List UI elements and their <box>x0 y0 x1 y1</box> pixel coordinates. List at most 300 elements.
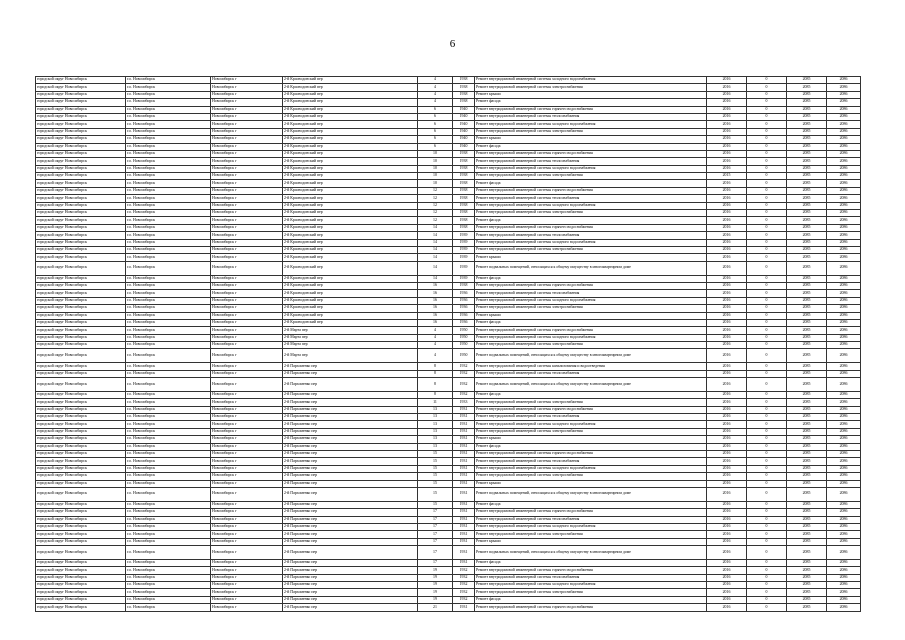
period-end-cell: 2086 <box>827 106 861 113</box>
street-cell: 2-й Пархоменко пер <box>283 465 418 472</box>
period-end-cell: 2086 <box>827 121 861 128</box>
build-year-cell: 1932 <box>453 370 475 377</box>
locality-cell: Новосибирск г <box>211 546 283 560</box>
year-cell: 2016 <box>707 406 747 413</box>
work-type-cell: Ремонт фасада <box>475 391 707 398</box>
amount-cell: 0 <box>747 121 787 128</box>
amount-cell: 0 <box>747 91 787 98</box>
district-cell: г.о. Новосибирск <box>126 509 211 516</box>
district-cell: г.о. Новосибирск <box>126 290 211 297</box>
municipality-cell: городской округ Новосибирск <box>36 582 126 589</box>
amount-cell: 0 <box>747 113 787 120</box>
house-number-cell: 8 <box>418 370 453 377</box>
house-number-cell: 4 <box>418 91 453 98</box>
build-year-cell: 1939 <box>453 246 475 253</box>
table-row <box>36 217 861 224</box>
build-year-cell: 1938 <box>453 158 475 165</box>
period-end-cell: 2086 <box>827 406 861 413</box>
locality-cell: Новосибирск г <box>211 391 283 398</box>
year-cell: 2016 <box>707 282 747 289</box>
amount-cell: 0 <box>747 406 787 413</box>
period-end-cell: 2086 <box>827 378 861 392</box>
period-start-cell: 2085 <box>787 370 827 377</box>
locality-cell: Новосибирск г <box>211 150 283 157</box>
table-row <box>36 406 861 413</box>
amount-cell: 0 <box>747 297 787 304</box>
repair-schedule-table <box>35 76 861 612</box>
street-cell: 2-й Краснодонский пер <box>283 128 418 135</box>
build-year-cell: 1931 <box>453 546 475 560</box>
district-cell: г.о. Новосибирск <box>126 582 211 589</box>
year-cell: 2016 <box>707 187 747 194</box>
locality-cell: Новосибирск г <box>211 202 283 209</box>
period-start-cell: 2085 <box>787 567 827 574</box>
house-number-cell: 14 <box>418 239 453 246</box>
build-year-cell: 1938 <box>453 84 475 91</box>
district-cell: г.о. Новосибирск <box>126 106 211 113</box>
locality-cell: Новосибирск г <box>211 473 283 480</box>
period-end-cell: 2086 <box>827 275 861 282</box>
period-start-cell: 2085 <box>787 428 827 435</box>
period-end-cell: 2086 <box>827 604 861 611</box>
amount-cell: 0 <box>747 596 787 603</box>
year-cell: 2016 <box>707 99 747 106</box>
table-row <box>36 465 861 472</box>
amount-cell: 0 <box>747 239 787 246</box>
amount-cell: 0 <box>747 458 787 465</box>
table-row <box>36 180 861 187</box>
municipality-cell: городской округ Новосибирск <box>36 546 126 560</box>
amount-cell: 0 <box>747 509 787 516</box>
period-end-cell: 2086 <box>827 574 861 581</box>
street-cell: 2-й Краснодонский пер <box>283 312 418 319</box>
table-row <box>36 589 861 596</box>
house-number-cell: 16 <box>418 319 453 326</box>
period-end-cell: 2086 <box>827 538 861 545</box>
amount-cell: 0 <box>747 143 787 150</box>
street-cell: 2-й Пархоменко пер <box>283 480 418 487</box>
district-cell: г.о. Новосибирск <box>126 180 211 187</box>
house-number-cell: 14 <box>418 246 453 253</box>
municipality-cell: городской округ Новосибирск <box>36 128 126 135</box>
locality-cell: Новосибирск г <box>211 363 283 370</box>
district-cell: г.о. Новосибирск <box>126 232 211 239</box>
build-year-cell: 1931 <box>453 473 475 480</box>
year-cell: 2016 <box>707 465 747 472</box>
period-start-cell: 2085 <box>787 113 827 120</box>
period-end-cell: 2086 <box>827 261 861 275</box>
district-cell: г.о. Новосибирск <box>126 136 211 143</box>
street-cell: 2-й Пархоменко пер <box>283 428 418 435</box>
locality-cell: Новосибирск г <box>211 312 283 319</box>
period-end-cell: 2086 <box>827 239 861 246</box>
amount-cell: 0 <box>747 582 787 589</box>
district-cell: г.о. Новосибирск <box>126 150 211 157</box>
amount-cell: 0 <box>747 487 787 501</box>
table-row <box>36 210 861 217</box>
table-row <box>36 150 861 157</box>
district-cell: г.о. Новосибирск <box>126 546 211 560</box>
period-start-cell: 2085 <box>787 516 827 523</box>
house-number-cell: 10 <box>418 180 453 187</box>
municipality-cell: городской округ Новосибирск <box>36 363 126 370</box>
municipality-cell: городской округ Новосибирск <box>36 210 126 217</box>
locality-cell: Новосибирск г <box>211 173 283 180</box>
work-type-cell: Ремонт внутридомовой инженерной системы горячего водоснабжения <box>475 106 707 113</box>
period-start-cell: 2085 <box>787 538 827 545</box>
table-row <box>36 327 861 334</box>
amount-cell: 0 <box>747 158 787 165</box>
municipality-cell: городской округ Новосибирск <box>36 516 126 523</box>
period-end-cell: 2086 <box>827 195 861 202</box>
locality-cell: Новосибирск г <box>211 232 283 239</box>
locality-cell: Новосибирск г <box>211 334 283 341</box>
street-cell: 2-й Краснодонский пер <box>283 275 418 282</box>
street-cell: 2-й Пархоменко пер <box>283 436 418 443</box>
street-cell: 2-й Краснодонский пер <box>283 77 418 84</box>
street-cell: 2-й Краснодонский пер <box>283 319 418 326</box>
house-number-cell: 4 <box>418 334 453 341</box>
period-end-cell: 2086 <box>827 282 861 289</box>
municipality-cell: городской округ Новосибирск <box>36 232 126 239</box>
work-type-cell: Ремонт внутридомовой инженерной системы холодного водоснабжения <box>475 297 707 304</box>
locality-cell: Новосибирск г <box>211 458 283 465</box>
house-number-cell: 6 <box>418 113 453 120</box>
work-type-cell: Ремонт фасада <box>475 99 707 106</box>
work-type-cell: Ремонт внутридомовой инженерной системы холодного водоснабжения <box>475 465 707 472</box>
street-cell: 2-й Пархоменко пер <box>283 523 418 530</box>
period-start-cell: 2085 <box>787 290 827 297</box>
table-row <box>36 312 861 319</box>
locality-cell: Новосибирск г <box>211 136 283 143</box>
work-type-cell: Ремонт внутридомовой инженерной системы холодного водоснабжения <box>475 239 707 246</box>
house-number-cell: 15 <box>418 487 453 501</box>
amount-cell: 0 <box>747 106 787 113</box>
period-start-cell: 2085 <box>787 217 827 224</box>
period-end-cell: 2086 <box>827 487 861 501</box>
work-type-cell: Ремонт крыши <box>475 538 707 545</box>
table-row <box>36 531 861 538</box>
table-row <box>36 275 861 282</box>
table-row <box>36 559 861 566</box>
period-end-cell: 2086 <box>827 202 861 209</box>
period-end-cell: 2086 <box>827 113 861 120</box>
work-type-cell: Ремонт внутридомовой инженерной системы электроснабжения <box>475 84 707 91</box>
year-cell: 2016 <box>707 414 747 421</box>
period-end-cell: 2086 <box>827 232 861 239</box>
year-cell: 2016 <box>707 305 747 312</box>
district-cell: г.о. Новосибирск <box>126 128 211 135</box>
period-end-cell: 2086 <box>827 399 861 406</box>
locality-cell: Новосибирск г <box>211 559 283 566</box>
municipality-cell: городской округ Новосибирск <box>36 559 126 566</box>
period-end-cell: 2086 <box>827 501 861 508</box>
amount-cell: 0 <box>747 349 787 363</box>
period-start-cell: 2085 <box>787 77 827 84</box>
period-start-cell: 2085 <box>787 195 827 202</box>
locality-cell: Новосибирск г <box>211 239 283 246</box>
work-type-cell: Ремонт внутридомовой инженерной системы электроснабжения <box>475 531 707 538</box>
locality-cell: Новосибирск г <box>211 217 283 224</box>
build-year-cell: 1938 <box>453 165 475 172</box>
work-type-cell: Ремонт внутридомовой инженерной системы холодного водоснабжения <box>475 334 707 341</box>
municipality-cell: городской округ Новосибирск <box>36 574 126 581</box>
table-row <box>36 91 861 98</box>
street-cell: 2-й Пархоменко пер <box>283 538 418 545</box>
year-cell: 2016 <box>707 574 747 581</box>
municipality-cell: городской округ Новосибирск <box>36 136 126 143</box>
house-number-cell: 4 <box>418 84 453 91</box>
district-cell: г.о. Новосибирск <box>126 378 211 392</box>
district-cell: г.о. Новосибирск <box>126 113 211 120</box>
period-end-cell: 2086 <box>827 516 861 523</box>
amount-cell: 0 <box>747 77 787 84</box>
period-start-cell: 2085 <box>787 363 827 370</box>
municipality-cell: городской округ Новосибирск <box>36 121 126 128</box>
period-end-cell: 2086 <box>827 327 861 334</box>
table-row <box>36 399 861 406</box>
period-end-cell: 2086 <box>827 443 861 450</box>
work-type-cell: Ремонт внутридомовой инженерной системы теплоснабжения <box>475 516 707 523</box>
district-cell: г.о. Новосибирск <box>126 158 211 165</box>
period-end-cell: 2086 <box>827 334 861 341</box>
work-type-cell: Ремонт внутридомовой инженерной системы теплоснабжения <box>475 232 707 239</box>
street-cell: 2-й Краснодонский пер <box>283 187 418 194</box>
table-row <box>36 582 861 589</box>
district-cell: г.о. Новосибирск <box>126 436 211 443</box>
table-row <box>36 165 861 172</box>
period-start-cell: 2085 <box>787 480 827 487</box>
year-cell: 2016 <box>707 165 747 172</box>
table-row <box>36 458 861 465</box>
house-number-cell: 17 <box>418 531 453 538</box>
build-year-cell: 1938 <box>453 195 475 202</box>
district-cell: г.о. Новосибирск <box>126 487 211 501</box>
period-end-cell: 2086 <box>827 582 861 589</box>
house-number-cell: 19 <box>418 589 453 596</box>
locality-cell: Новосибирск г <box>211 128 283 135</box>
house-number-cell: 6 <box>418 128 453 135</box>
amount-cell: 0 <box>747 480 787 487</box>
district-cell: г.о. Новосибирск <box>126 501 211 508</box>
locality-cell: Новосибирск г <box>211 436 283 443</box>
period-start-cell: 2085 <box>787 334 827 341</box>
build-year-cell: 1940 <box>453 113 475 120</box>
street-cell: 2-й Краснодонский пер <box>283 173 418 180</box>
locality-cell: Новосибирск г <box>211 421 283 428</box>
work-type-cell: Ремонт внутридомовой инженерной системы теплоснабжения <box>475 414 707 421</box>
period-start-cell: 2085 <box>787 378 827 392</box>
build-year-cell: 1938 <box>453 187 475 194</box>
house-number-cell: 12 <box>418 210 453 217</box>
period-start-cell: 2085 <box>787 391 827 398</box>
locality-cell: Новосибирск г <box>211 195 283 202</box>
house-number-cell: 4 <box>418 342 453 349</box>
build-year-cell: 1950 <box>453 334 475 341</box>
municipality-cell: городской округ Новосибирск <box>36 202 126 209</box>
street-cell: 2-й Пархоменко пер <box>283 574 418 581</box>
build-year-cell: 1932 <box>453 567 475 574</box>
build-year-cell: 1939 <box>453 232 475 239</box>
year-cell: 2016 <box>707 516 747 523</box>
district-cell: г.о. Новосибирск <box>126 246 211 253</box>
district-cell: г.о. Новосибирск <box>126 604 211 611</box>
district-cell: г.о. Новосибирск <box>126 224 211 231</box>
municipality-cell: городской округ Новосибирск <box>36 224 126 231</box>
period-start-cell: 2085 <box>787 436 827 443</box>
work-type-cell: Ремонт внутридомовой инженерной системы холодного водоснабжения <box>475 77 707 84</box>
build-year-cell: 1931 <box>453 604 475 611</box>
work-type-cell: Ремонт внутридомовой инженерной системы горячего водоснабжения <box>475 450 707 457</box>
amount-cell: 0 <box>747 465 787 472</box>
year-cell: 2016 <box>707 210 747 217</box>
district-cell: г.о. Новосибирск <box>126 195 211 202</box>
period-start-cell: 2085 <box>787 312 827 319</box>
period-start-cell: 2085 <box>787 150 827 157</box>
year-cell: 2016 <box>707 596 747 603</box>
build-year-cell: 1931 <box>453 501 475 508</box>
period-start-cell: 2085 <box>787 531 827 538</box>
district-cell: г.о. Новосибирск <box>126 363 211 370</box>
work-type-cell: Ремонт внутридомовой инженерной системы электроснабжения <box>475 399 707 406</box>
street-cell: 2-й Пархоменко пер <box>283 559 418 566</box>
amount-cell: 0 <box>747 202 787 209</box>
street-cell: 2-й Краснодонский пер <box>283 195 418 202</box>
district-cell: г.о. Новосибирск <box>126 428 211 435</box>
amount-cell: 0 <box>747 443 787 450</box>
period-start-cell: 2085 <box>787 465 827 472</box>
amount-cell: 0 <box>747 391 787 398</box>
period-end-cell: 2086 <box>827 480 861 487</box>
period-end-cell: 2086 <box>827 173 861 180</box>
table-row <box>36 232 861 239</box>
year-cell: 2016 <box>707 246 747 253</box>
house-number-cell: 8 <box>418 391 453 398</box>
period-end-cell: 2086 <box>827 312 861 319</box>
municipality-cell: городской округ Новосибирск <box>36 99 126 106</box>
street-cell: 2-й Пархоменко пер <box>283 363 418 370</box>
year-cell: 2016 <box>707 480 747 487</box>
build-year-cell: 1932 <box>453 596 475 603</box>
district-cell: г.о. Новосибирск <box>126 421 211 428</box>
work-type-cell: Ремонт подвальных помещений, относящихся к общему имуществу в многоквартирном доме <box>475 378 707 392</box>
street-cell: 2-й Краснодонский пер <box>283 99 418 106</box>
house-number-cell: 17 <box>418 546 453 560</box>
year-cell: 2016 <box>707 106 747 113</box>
district-cell: г.о. Новосибирск <box>126 342 211 349</box>
table-row <box>36 99 861 106</box>
build-year-cell: 1938 <box>453 91 475 98</box>
build-year-cell: 1936 <box>453 312 475 319</box>
work-type-cell: Ремонт внутридомовой инженерной системы теплоснабжения <box>475 574 707 581</box>
house-number-cell: 6 <box>418 106 453 113</box>
work-type-cell: Ремонт крыши <box>475 254 707 261</box>
street-cell: 2-й Краснодонский пер <box>283 232 418 239</box>
municipality-cell: городской округ Новосибирск <box>36 480 126 487</box>
year-cell: 2016 <box>707 428 747 435</box>
year-cell: 2016 <box>707 334 747 341</box>
municipality-cell: городской округ Новосибирск <box>36 84 126 91</box>
street-cell: 2-й Краснодонский пер <box>283 158 418 165</box>
locality-cell: Новосибирск г <box>211 261 283 275</box>
district-cell: г.о. Новосибирск <box>126 173 211 180</box>
house-number-cell: 13 <box>418 421 453 428</box>
municipality-cell: городской округ Новосибирск <box>36 173 126 180</box>
house-number-cell: 12 <box>418 202 453 209</box>
year-cell: 2016 <box>707 327 747 334</box>
house-number-cell: 12 <box>418 217 453 224</box>
district-cell: г.о. Новосибирск <box>126 523 211 530</box>
period-start-cell: 2085 <box>787 224 827 231</box>
period-start-cell: 2085 <box>787 84 827 91</box>
period-start-cell: 2085 <box>787 596 827 603</box>
house-number-cell: 14 <box>418 261 453 275</box>
district-cell: г.о. Новосибирск <box>126 567 211 574</box>
district-cell: г.о. Новосибирск <box>126 254 211 261</box>
period-start-cell: 2085 <box>787 261 827 275</box>
table-row <box>36 261 861 275</box>
amount-cell: 0 <box>747 538 787 545</box>
amount-cell: 0 <box>747 567 787 574</box>
district-cell: г.о. Новосибирск <box>126 406 211 413</box>
year-cell: 2016 <box>707 113 747 120</box>
period-start-cell: 2085 <box>787 210 827 217</box>
period-start-cell: 2085 <box>787 297 827 304</box>
year-cell: 2016 <box>707 128 747 135</box>
house-number-cell: 10 <box>418 150 453 157</box>
table-row <box>36 378 861 392</box>
municipality-cell: городской округ Новосибирск <box>36 443 126 450</box>
street-cell: 2-й Краснодонский пер <box>283 261 418 275</box>
period-start-cell: 2085 <box>787 202 827 209</box>
street-cell: 2-й Пархоменко пер <box>283 516 418 523</box>
street-cell: 2-й Краснодонский пер <box>283 143 418 150</box>
work-type-cell: Ремонт фасада <box>475 143 707 150</box>
municipality-cell: городской округ Новосибирск <box>36 297 126 304</box>
street-cell: 2-й Краснодонский пер <box>283 150 418 157</box>
table-row <box>36 414 861 421</box>
build-year-cell: 1931 <box>453 443 475 450</box>
street-cell: 2-й Марта пер <box>283 342 418 349</box>
work-type-cell: Ремонт фасада <box>475 217 707 224</box>
municipality-cell: городской округ Новосибирск <box>36 334 126 341</box>
house-number-cell: 17 <box>418 559 453 566</box>
locality-cell: Новосибирск г <box>211 327 283 334</box>
table-row <box>36 128 861 135</box>
house-number-cell: 12 <box>418 195 453 202</box>
house-number-cell: 12 <box>418 187 453 194</box>
build-year-cell: 1938 <box>453 210 475 217</box>
work-type-cell: Ремонт подвальных помещений, относящихся к общему имуществу в многоквартирном доме <box>475 261 707 275</box>
street-cell: 2-й Пархоменко пер <box>283 391 418 398</box>
table-row <box>36 342 861 349</box>
amount-cell: 0 <box>747 290 787 297</box>
locality-cell: Новосибирск г <box>211 165 283 172</box>
period-end-cell: 2086 <box>827 217 861 224</box>
municipality-cell: городской округ Новосибирск <box>36 290 126 297</box>
district-cell: г.о. Новосибирск <box>126 165 211 172</box>
period-start-cell: 2085 <box>787 327 827 334</box>
table-row <box>36 187 861 194</box>
work-type-cell: Ремонт фасада <box>475 319 707 326</box>
work-type-cell: Ремонт внутридомовой инженерной системы электроснабжения <box>475 428 707 435</box>
district-cell: г.о. Новосибирск <box>126 319 211 326</box>
work-type-cell: Ремонт внутридомовой инженерной системы горячего водоснабжения <box>475 406 707 413</box>
build-year-cell: 1931 <box>453 436 475 443</box>
locality-cell: Новосибирск г <box>211 501 283 508</box>
amount-cell: 0 <box>747 224 787 231</box>
work-type-cell: Ремонт фасада <box>475 275 707 282</box>
